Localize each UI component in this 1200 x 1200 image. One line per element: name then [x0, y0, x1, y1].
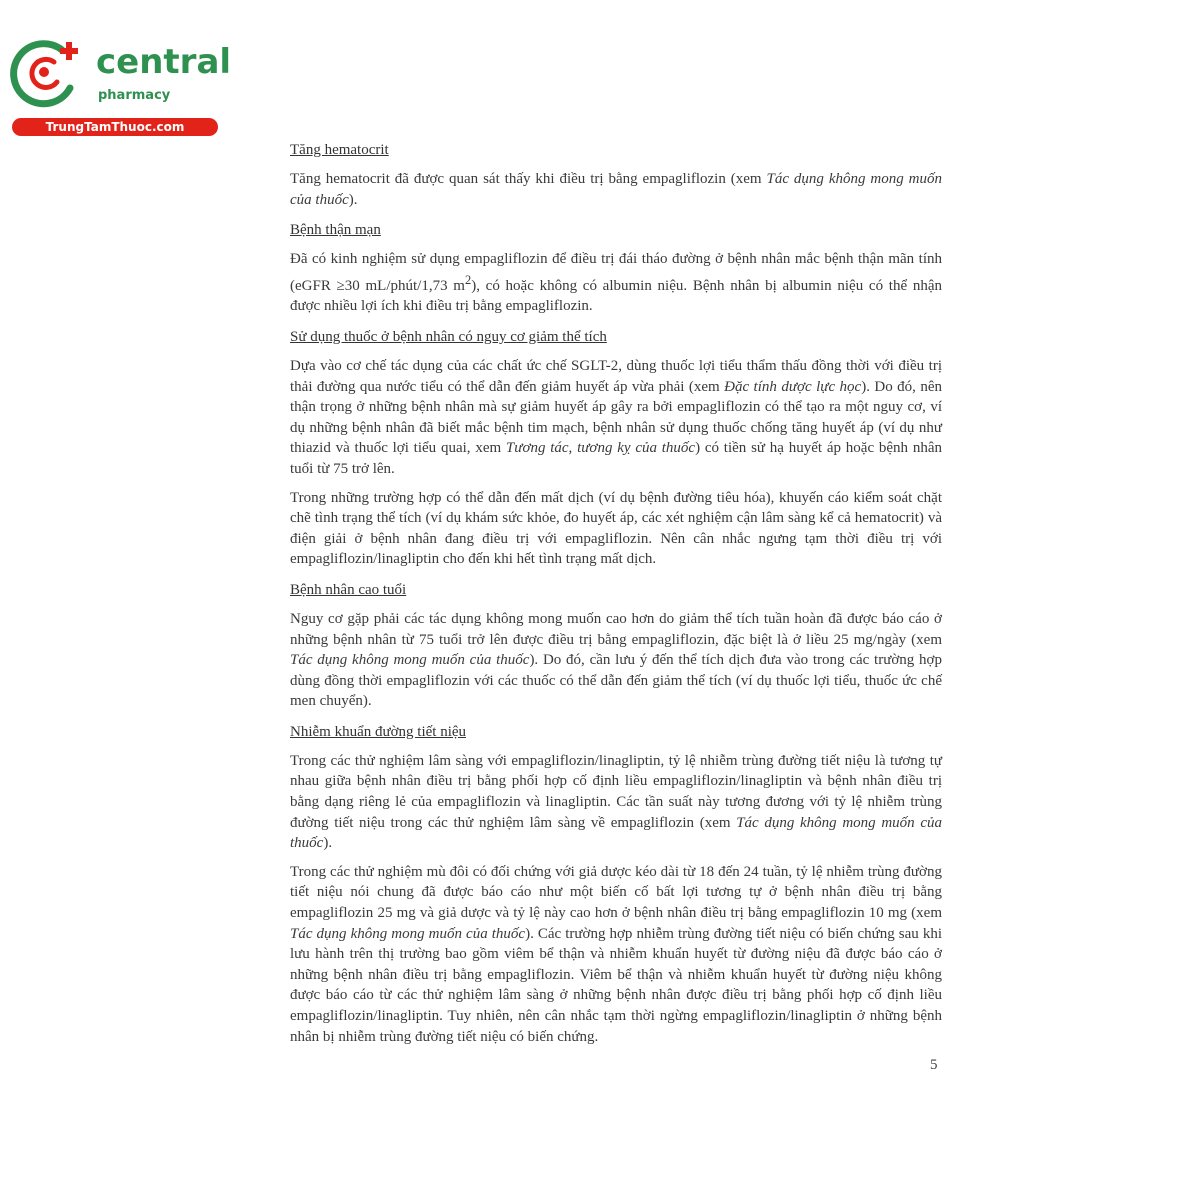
paragraph [290, 751, 942, 854]
section-heading: Nhiễm khuẩn đường tiết niệu [290, 723, 467, 740]
paragraph-text: Đã có kinh nghiệm sử dụng empagliflozin để điều trị đái tháo đường ở bệnh nhân mắc bệnh thận mãn tính (eGFR ≥30 mL/phút/1,73 m [290, 251, 942, 294]
paragraph [290, 249, 942, 317]
paragraph-text: Tăng hematocrit đã được quan sát thấy khi điều trị bằng empagliflozin (xem [290, 171, 767, 187]
document-body [290, 138, 942, 1047]
paragraph-text: ). Do đó, nên thận trọng ở những bệnh nhân mà sự giảm huyết áp gây ra bởi empagliflozin có thể tạo ra một nguy cơ, ví dụ những bệnh nhân đã biết mắc bệnh tim mạch, bệnh nhân sử dụng thuốc chống tăng huyết áp (ví dụ như thiazid và thuốc lợi tiểu quai, xem [290, 378, 942, 457]
paragraph [290, 609, 942, 712]
section-heading: Sử dụng thuốc ở bệnh nhân có nguy cơ giảm thể tích [290, 328, 607, 345]
section-heading: Bệnh thận mạn [290, 222, 381, 239]
cross-reference: Tác dụng không mong muốn của thuốc [290, 171, 943, 208]
page-number: 5 [930, 1057, 938, 1073]
paragraph-text: ). Do đó, cần lưu ý đến thể tích dịch đưa vào trong các trường hợp dùng đồng thời empagliflozin với các thuốc có thể dẫn đến giảm thể tích (ví dụ thuốc lợi tiểu, thuốc ức chế men chuyển). [290, 652, 942, 710]
paragraph [290, 862, 942, 1047]
section-heading: Bệnh nhân cao tuổi [290, 581, 407, 598]
cross-reference: Tương tác, tương kỵ của thuốc [505, 440, 696, 457]
paragraph-text: Trong các thử nghiệm lâm sàng với empagliflozin/linagliptin, tỷ lệ nhiễm trùng đường tiết niệu là tương tự nhau giữa bệnh nhân điều trị bằng phối hợp cố định liều empagliflozin/linagliptin và bệnh nhân điều trị bằng dạng riêng lẻ của empagliflozin và linagliptin. Các tần suất này tương đương với tỷ lệ nhiễm trùng đường tiết niệu trong các thử nghiệm lâm sàng về empagliflozin (xem [290, 752, 942, 831]
brand-subtitle: pharmacy [98, 88, 171, 103]
cross-reference: Tác dụng không mong muốn của thuốc [290, 925, 526, 942]
cross-reference: Đặc tính dược lực học [724, 378, 862, 395]
paragraph-text: Dựa vào cơ chế tác dụng của các chất ức chế SGLT-2, dùng thuốc lợi tiểu thẩm thấu đồng thời với điều trị thải đường qua nước tiểu có thể dẫn đến giảm huyết áp vừa phải (xem [290, 357, 942, 395]
paragraph-text: Nguy cơ gặp phải các tác dụng không mong muốn cao hơn do giảm thể tích tuần hoàn đã được báo cáo ở những bệnh nhân từ 75 tuổi trở lên được điều trị bằng empagliflozin, đặc biệt là ở liều 25 mg/ngày (xem [290, 610, 942, 648]
paragraph-text: ), có hoặc không có albumin niệu. Bệnh nhân bị albumin niệu có thể nhận được nhiều lợi ích khi điều trị bằng empagliflozin. [290, 277, 942, 315]
brand-logo [10, 36, 232, 136]
paragraph [290, 169, 942, 210]
paragraph-text: ). Các trường hợp nhiễm trùng đường tiết niệu có biến chứng sau khi lưu hành trên thị trường bao gồm viêm bể thận và nhiễm khuẩn huyết từ đường niệu đã được báo cáo ở những bệnh nhân điều trị bằng empagliflozin. Viêm bể thận và nhiễm khuẩn huyết từ đường niệu không được báo cáo từ các thử nghiệm lâm sàng ở những bệnh nhân được điều trị bằng phối hợp cố định liều empagliflozin/linagliptin. Tuy nhiên, nên cân nhắc tạm thời ngừng empagliflozin/linagliptin ở những bệnh nhân bị nhiễm trùng đường tiết niệu có biến chứng. [290, 925, 943, 1045]
paragraph: Trong những trường hợp có thể dẫn đến mất dịch (ví dụ bệnh đường tiêu hóa), khuyến cáo kiểm soát chặt chẽ tình trạng thể tích (ví dụ khám sức khỏe, đo huyết áp, các xét nghiệm cận lâm sàng kể cả hematocrit) và điện giải ở bệnh nhân đang điều trị với empagliflozin. Nên cân nhắc ngưng tạm thời điều trị với empagliflozin/linagliptin cho đến khi hết tình trạng mất dịch. [290, 489, 942, 568]
paragraph-text: ) có tiền sử hạ huyết áp hoặc bệnh nhân tuổi từ 75 trở lên. [290, 440, 942, 477]
brand-url-badge[interactable]: TrungTamThuoc.com [12, 118, 218, 136]
paragraph-text: ). [323, 835, 333, 852]
superscript: 2 [464, 272, 472, 287]
brand-name: central [96, 42, 232, 82]
paragraph-text: Trong các thử nghiệm mù đôi có đối chứng với giả dược kéo dài từ 18 đến 24 tuần, tỷ lệ nhiễm trùng đường tiết niệu nói chung đã được báo cáo như một biến cố bất lợi tương tự ở bệnh nhân điều trị bằng empagliflozin 25 mg và giả dược và tỷ lệ này cao hơn ở bệnh nhân điều trị bằng empagliflozin 10 mg (xem [290, 863, 942, 922]
section-heading: Tăng hematocrit [290, 142, 389, 158]
cross-reference: Tác dụng không mong muốn của thuốc [290, 652, 530, 669]
central-pharmacy-logo-icon [10, 36, 92, 108]
cross-reference: Tác dụng không mong muốn của thuốc [290, 814, 942, 852]
paragraph [290, 356, 942, 480]
paragraph-text: ). [348, 191, 358, 208]
